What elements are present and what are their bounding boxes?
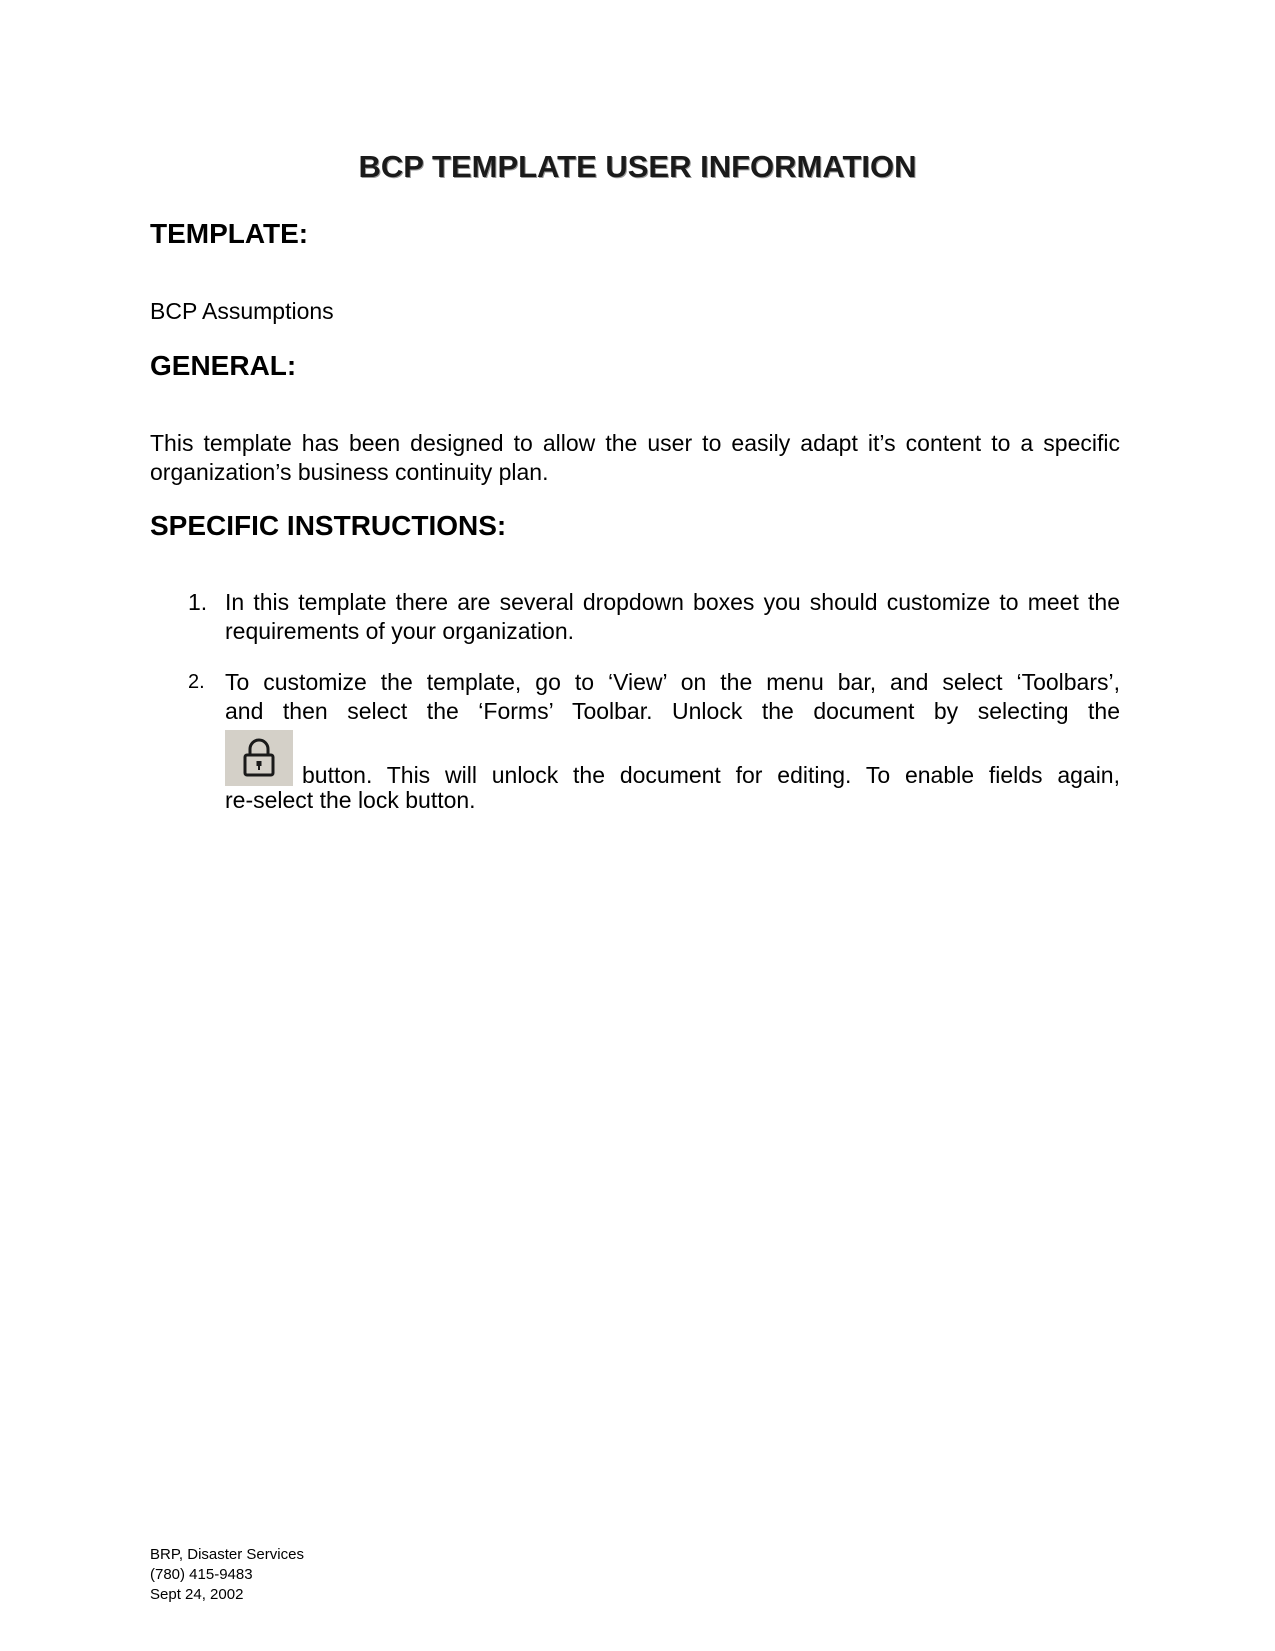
lock-line — [225, 730, 1120, 786]
instruction-text: In this template there are several dropdown boxes you should customize to meet the requirements of your organization. — [225, 589, 1120, 644]
footer — [150, 1545, 304, 1605]
instruction-number: 2. — [188, 671, 205, 693]
instruction-line: and then select the ‘Forms’ Toolbar. Unlock the document by selecting the — [225, 698, 1120, 724]
footer-phone: (780) 415-9483 — [150, 1566, 253, 1583]
lock-icon — [225, 730, 293, 786]
template-name: BCP Assumptions — [150, 298, 334, 324]
specific-instructions-heading: SPECIFIC INSTRUCTIONS: — [150, 510, 507, 541]
instruction-number: 1. — [188, 589, 208, 615]
instruction-item-1 — [150, 588, 1120, 646]
footer-org: BRP, Disaster Services — [150, 1546, 304, 1563]
template-heading: TEMPLATE: — [150, 218, 309, 249]
instruction-text — [225, 668, 1120, 815]
instruction-item-2 — [150, 668, 1120, 815]
general-text: This template has been designed to allow the user to easily adapt it’s content to a specific organization’s business continuity plan. — [150, 430, 1120, 485]
instruction-line: button. This will unlock the document for editing. To enable fields again, — [302, 762, 1120, 788]
instruction-line: To customize the template, go to ‘View’ on the menu bar, and select ‘Toolbars’, — [225, 669, 1120, 695]
page-title: BCP TEMPLATE USER INFORMATION — [358, 149, 917, 184]
footer-date: Sept 24, 2002 — [150, 1586, 244, 1603]
general-heading: GENERAL: — [150, 350, 297, 381]
instruction-line: re-select the lock button. — [225, 787, 476, 813]
